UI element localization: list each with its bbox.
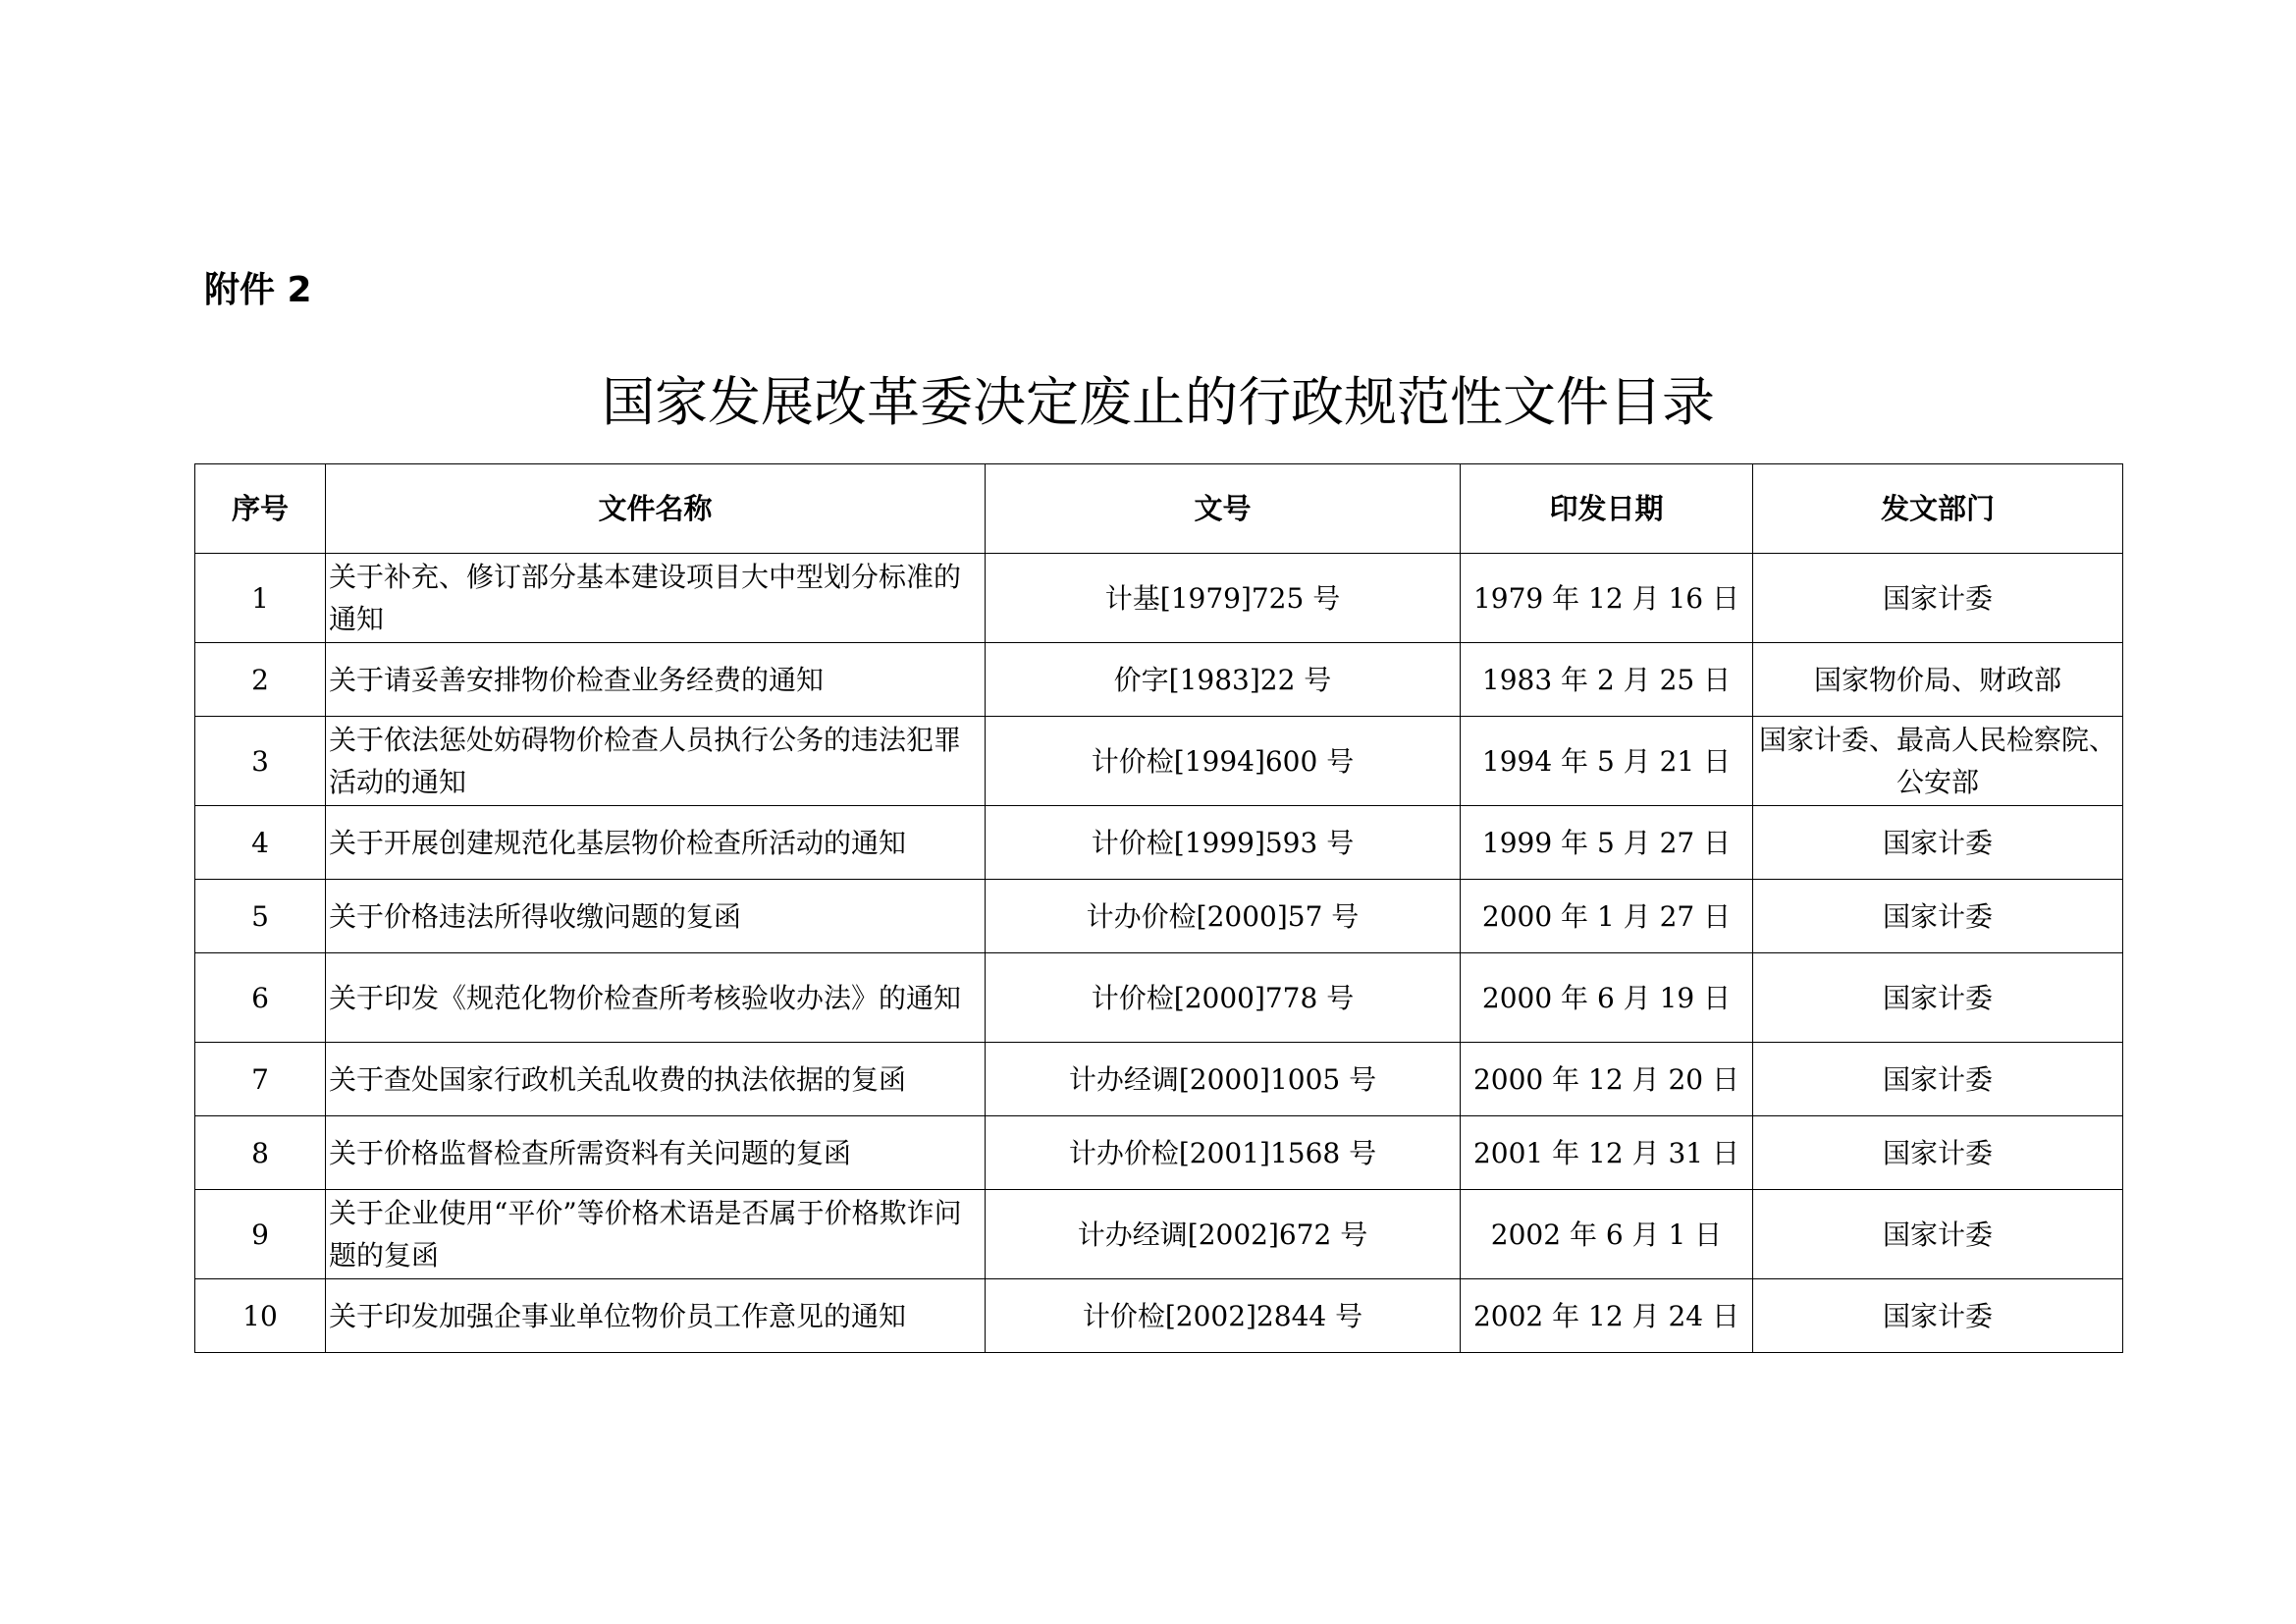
table-row [195, 806, 2123, 880]
table-row [195, 880, 2123, 953]
header-dept: 发文部门 [1753, 464, 2123, 554]
cell-dept: 国家计委 [1753, 880, 2123, 953]
cell-no: 1 [195, 554, 326, 643]
cell-name: 关于价格监督检查所需资料有关问题的复函 [326, 1116, 986, 1190]
table-row [195, 1279, 2123, 1353]
attachment-label: 附件 2 [204, 270, 312, 310]
cell-doc-no: 计价检[1999]593 号 [986, 806, 1461, 880]
cell-doc-no: 计价检[1994]600 号 [986, 717, 1461, 806]
cell-doc-no: 计基[1979]725 号 [986, 554, 1461, 643]
cell-dept: 国家计委 [1753, 806, 2123, 880]
cell-no: 10 [195, 1279, 326, 1353]
cell-doc-no: 计办经调[2000]1005 号 [986, 1043, 1461, 1116]
cell-doc-no: 计办价检[2000]57 号 [986, 880, 1461, 953]
cell-date: 2002 年 6 月 1 日 [1461, 1190, 1753, 1279]
header-row [195, 464, 2123, 554]
table-row [195, 643, 2123, 717]
cell-name: 关于开展创建规范化基层物价检查所活动的通知 [326, 806, 986, 880]
header-name: 文件名称 [326, 464, 986, 554]
cell-dept: 国家计委 [1753, 953, 2123, 1043]
cell-name: 关于依法惩处妨碍物价检查人员执行公务的违法犯罪活动的通知 [326, 717, 986, 806]
cell-date: 1999 年 5 月 27 日 [1461, 806, 1753, 880]
header-date: 印发日期 [1461, 464, 1753, 554]
cell-dept: 国家计委 [1753, 1116, 2123, 1190]
cell-dept: 国家计委、最高人民检察院、公安部 [1753, 717, 2123, 806]
cell-date: 2000 年 6 月 19 日 [1461, 953, 1753, 1043]
cell-doc-no: 计价检[2000]778 号 [986, 953, 1461, 1043]
table-row [195, 554, 2123, 643]
table-row [195, 1043, 2123, 1116]
cell-dept: 国家计委 [1753, 1279, 2123, 1353]
table-row [195, 1116, 2123, 1190]
cell-no: 3 [195, 717, 326, 806]
document-table [194, 463, 2123, 1353]
table-body [195, 554, 2123, 1353]
cell-dept: 国家计委 [1753, 554, 2123, 643]
table-row [195, 953, 2123, 1043]
cell-no: 8 [195, 1116, 326, 1190]
cell-date: 1983 年 2 月 25 日 [1461, 643, 1753, 717]
cell-name: 关于企业使用“平价”等价格术语是否属于价格欺诈问题的复函 [326, 1190, 986, 1279]
cell-no: 2 [195, 643, 326, 717]
cell-name: 关于价格违法所得收缴问题的复函 [326, 880, 986, 953]
cell-date: 1994 年 5 月 21 日 [1461, 717, 1753, 806]
table-row [195, 1190, 2123, 1279]
cell-date: 2000 年 1 月 27 日 [1461, 880, 1753, 953]
cell-doc-no: 计办价检[2001]1568 号 [986, 1116, 1461, 1190]
cell-dept: 国家物价局、财政部 [1753, 643, 2123, 717]
cell-doc-no: 计办经调[2002]672 号 [986, 1190, 1461, 1279]
cell-no: 4 [195, 806, 326, 880]
cell-name: 关于查处国家行政机关乱收费的执法依据的复函 [326, 1043, 986, 1116]
cell-name: 关于印发《规范化物价检查所考核验收办法》的通知 [326, 953, 986, 1043]
cell-doc-no: 计价检[2002]2844 号 [986, 1279, 1461, 1353]
cell-dept: 国家计委 [1753, 1190, 2123, 1279]
cell-date: 2002 年 12 月 24 日 [1461, 1279, 1753, 1353]
cell-no: 7 [195, 1043, 326, 1116]
cell-date: 1979 年 12 月 16 日 [1461, 554, 1753, 643]
cell-dept: 国家计委 [1753, 1043, 2123, 1116]
page-title: 国家发展改革委决定废止的行政规范性文件目录 [602, 371, 1715, 433]
cell-no: 5 [195, 880, 326, 953]
cell-name: 关于请妥善安排物价检查业务经费的通知 [326, 643, 986, 717]
cell-doc-no: 价字[1983]22 号 [986, 643, 1461, 717]
cell-name: 关于补充、修订部分基本建设项目大中型划分标准的通知 [326, 554, 986, 643]
header-no: 序号 [195, 464, 326, 554]
cell-date: 2001 年 12 月 31 日 [1461, 1116, 1753, 1190]
cell-date: 2000 年 12 月 20 日 [1461, 1043, 1753, 1116]
cell-no: 9 [195, 1190, 326, 1279]
cell-name: 关于印发加强企事业单位物价员工作意见的通知 [326, 1279, 986, 1353]
table-header [195, 464, 2123, 554]
table-row [195, 717, 2123, 806]
cell-no: 6 [195, 953, 326, 1043]
header-doc-no: 文号 [986, 464, 1461, 554]
